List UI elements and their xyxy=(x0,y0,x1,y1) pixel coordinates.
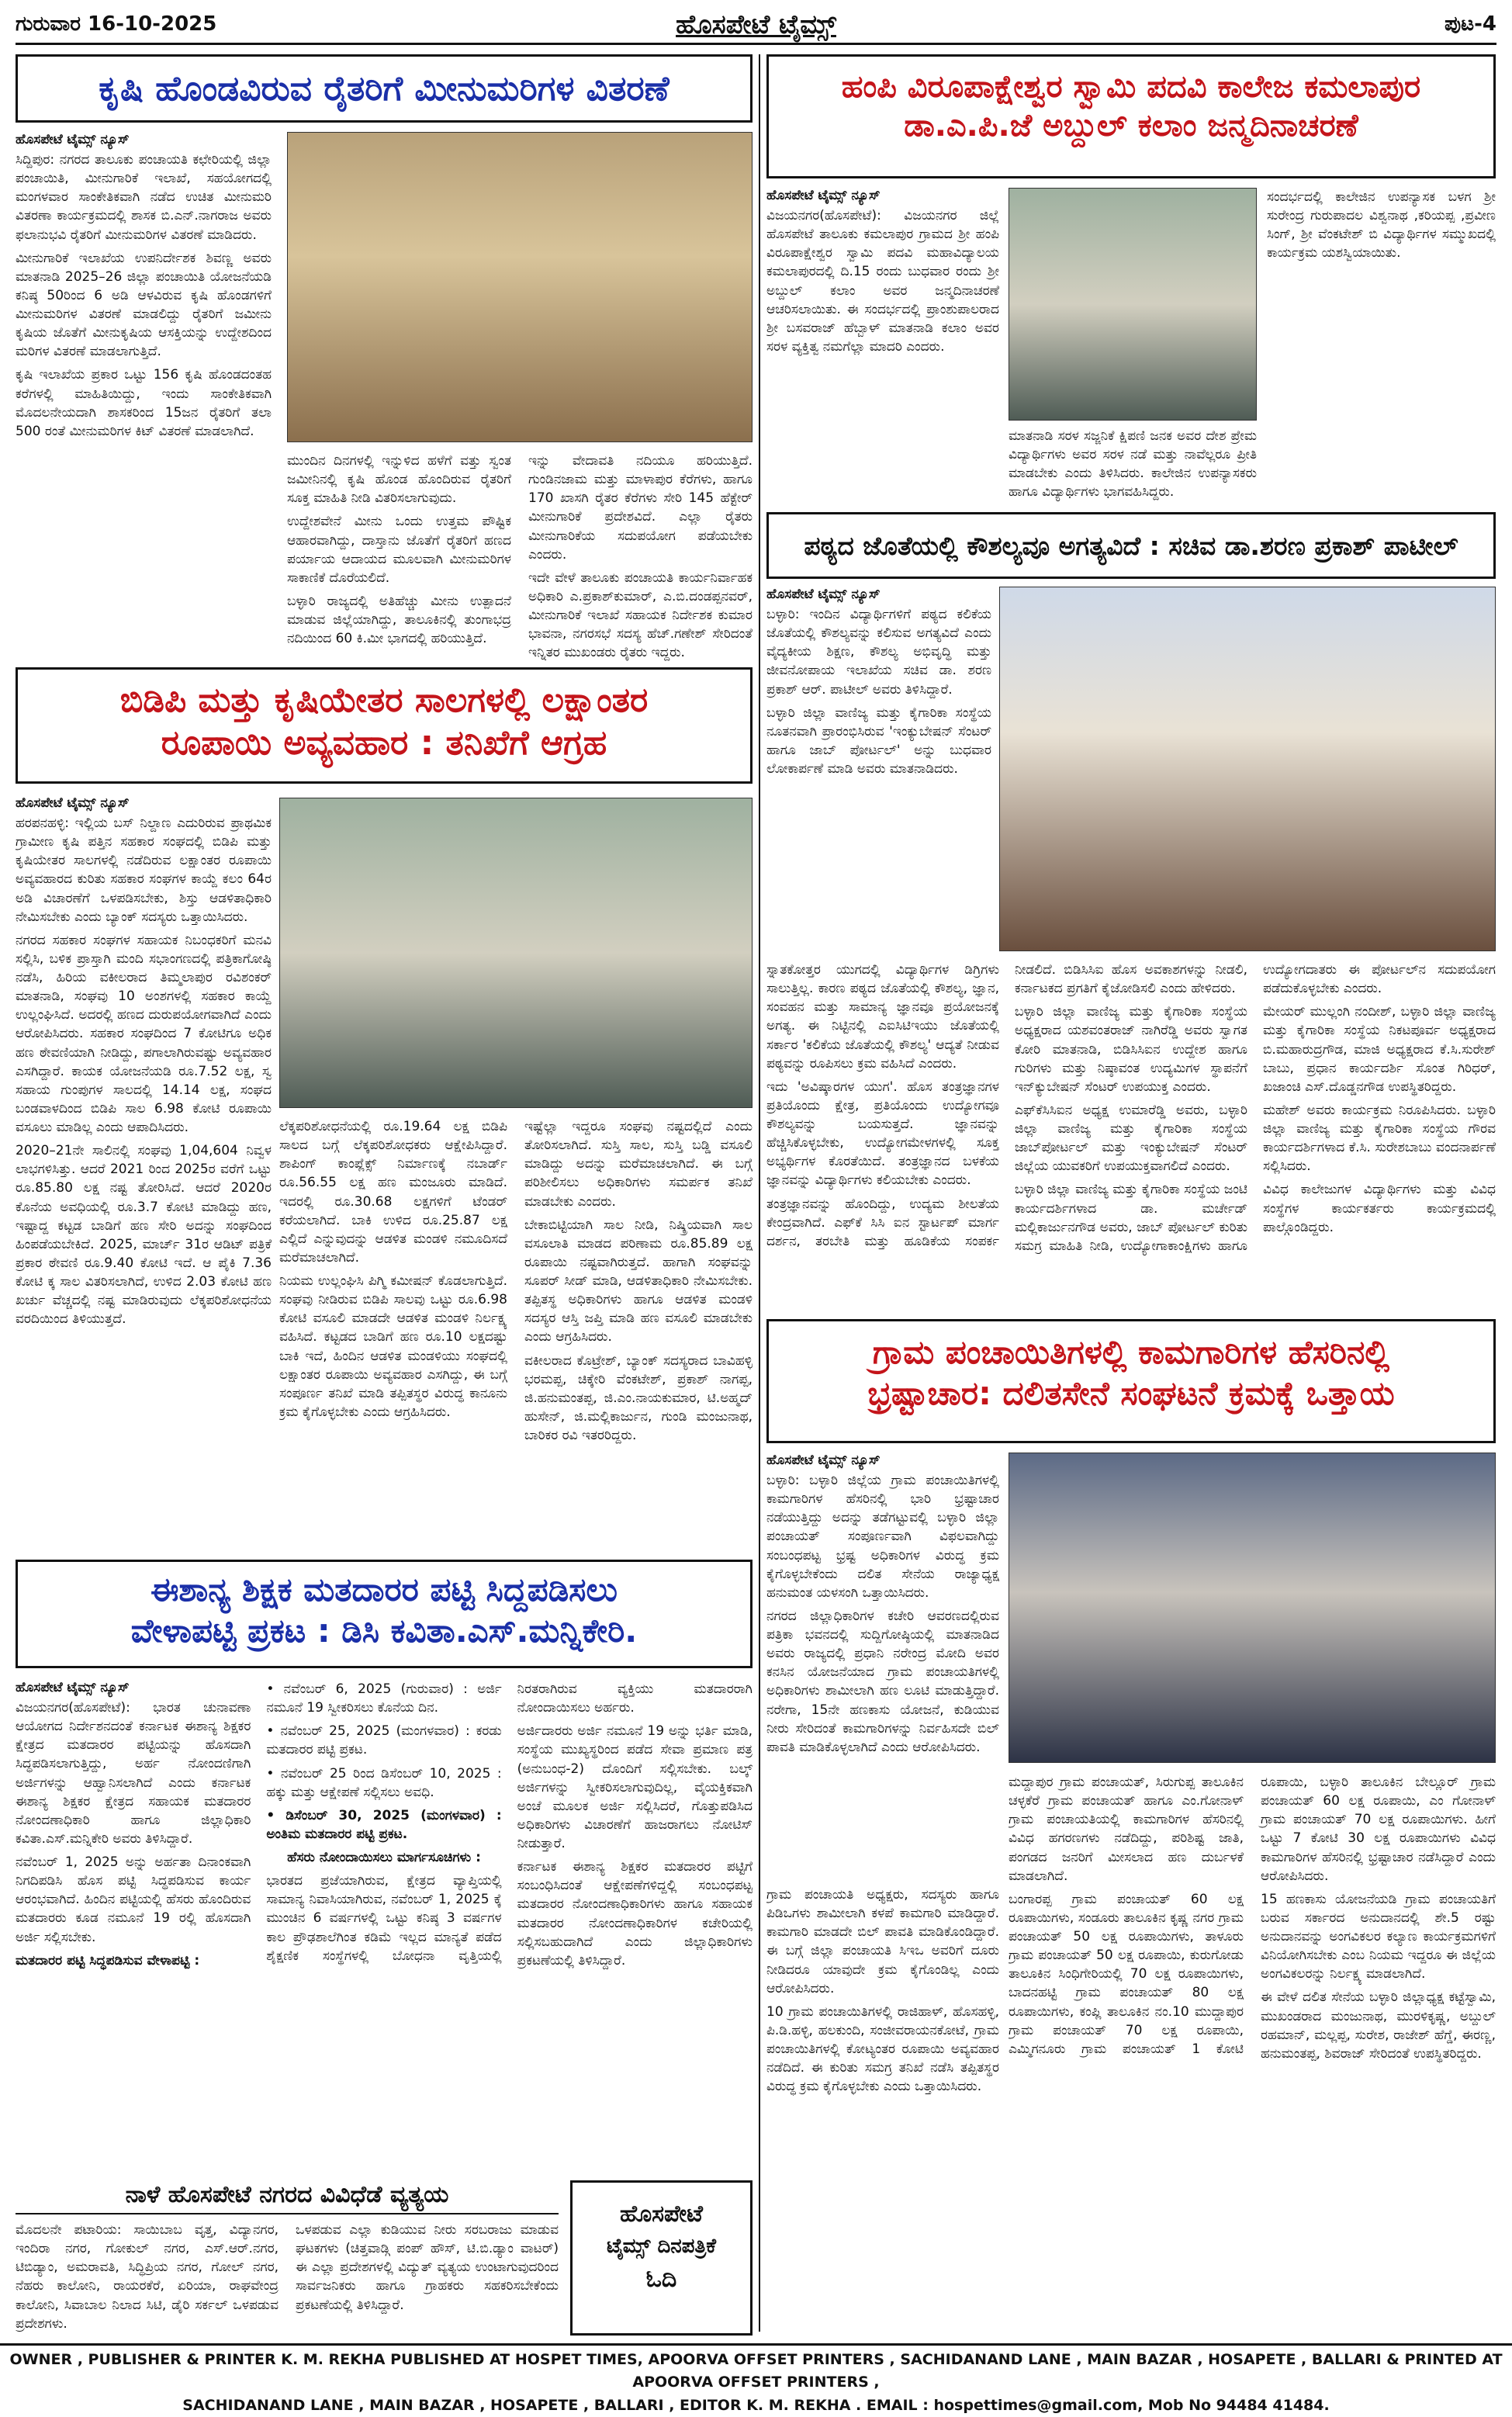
article-paragraph: ಹರಪನಹಳ್ಳಿ: ಇಲ್ಲಿಯ ಬಸ್ ನಿಲ್ದಾಣ ಎದುರಿರುವ ಪ್ರಾಥಮಿಕ ಗ್ರಾಮೀಣ ಕೃಷಿ ಪತ್ತಿನ ಸಹಕಾರ ಸಂಘದಲ್ಲಿ ಬಿಡಿಪಿ ಮತ್ತು ಕೃಷಿಯೇತರ ಸಾಲಗಳಲ್ಲಿ ನಡೆದಿರುವ ಲಕ್ಷಾಂತರ ರೂಪಾಯಿ ಅವ್ಯವಹಾರದ ಕುರಿತು ಸಹಕಾರ ಸಂಘಗಳ ಕಾಯ್ದೆ ಕಲಂ 64ರ ಅಡಿ ವಿಚಾರಣೆಗೆ ಒಳಪಡಿಸಬೇಕು, ಶಿಸ್ತು ಆಡಳಿತಾಧಿಕಾರಿ ನೇಮಿಸಬೇಕು ಎಂದು ಬ್ಯಾಂಕ್ ಸದಸ್ಯರು ಒತ್ತಾಯಿಸಿದರು. xyxy=(16,815,272,925)
headline-line: ಡಾ.ಎ.ಪಿ.ಜೆ ಅಬ್ದುಲ್ ಕಲಾಂ ಜನ್ಮದಿನಾಚರಣೆ xyxy=(904,108,1358,144)
schedule-title: ಮತದಾರರ ಪಟ್ಟಿ ಸಿದ್ಧಪಡಿಸುವ ವೇಳಾಪಟ್ಟಿ : xyxy=(16,1952,200,1969)
promo-line: ಹೊಸಪೇಟೆ xyxy=(620,2201,703,2228)
article-kalam-birthday xyxy=(766,54,1496,512)
imprint-footer xyxy=(0,2343,1512,2414)
article-byline: ಹೊಸಪೇಟೆ ಟೈಮ್ಸ್ ನ್ಯೂಸ್ xyxy=(16,132,130,147)
article-voter-list xyxy=(16,1560,753,2173)
article-body-continued xyxy=(1009,427,1257,511)
article-photo xyxy=(1009,188,1257,421)
article-paragraph: ಬಂಗಾರಪ್ಪ ಗ್ರಾಮ ಪಂಚಾಯತ್ 60 ಲಕ್ಷ ರೂಪಾಯಿಗಳು, ಸಂಡೂರು ತಾಲೂಕಿನ ಕೃಷ್ಣ ನಗರ ಗ್ರಾಮ ಪಂಚಾಯತ್ 50 ಲಕ್ಷ ರೂಪಾಯಿಗಳು, ತಾಳೂರು ಗ್ರಾಮ ಪಂಚಾಯತ್ 50 ಲಕ್ಷ ರೂಪಾಯಿ, ಕುರುಗೋಡು ತಾಲೂಕಿನ ಸಿಂಧಿಗೇರಿಯಲ್ಲಿ 70 ಲಕ್ಷ ರೂಪಾಯಿಗಳು, ಬಾದನಹಟ್ಟಿ ಗ್ರಾಮ ಪಂಚಾಯತ್ 80 ಲಕ್ಷ ರೂಪಾಯಿಗಳು, ಕಂಪ್ಲಿ ತಾಲೂಕಿನ ನಂ.10 ಮುದ್ದಾಪುರ ಗ್ರಾಮ ಪಂಚಾಯತ್ 70 ಲಕ್ಷ ರೂಪಾಯಿ, ಎಮ್ಮಿಗನೂರು ಗ್ರಾಮ ಪಂಚಾಯತ್ 1 ಕೋಟಿ ರೂಪಾಯಿ, ಬಳ್ಳಾರಿ ತಾಲೂಕಿನ ಬೇಲ್ಲೂರ್ ಗ್ರಾಮ ಪಂಚಾಯತ್ 60 ಲಕ್ಷ ರೂಪಾಯಿ, ಎಂ ಗೋನಾಳ್ ಗ್ರಾಮ ಪಂಚಾಯತ್ 70 ಲಕ್ಷ ರೂಪಾಯಿಗಳು. ಹೀಗೆ ಒಟ್ಟು 7 ಕೋಟಿ 30 ಲಕ್ಷ ರೂಪಾಯಿಗಳು ವಿವಿಧ ಕಾಮಗಾರಿಗಳ ಹೆಸರಿನಲ್ಲಿ ಭ್ರಷ್ಟಾಚಾರ ನಡೆಸಿದ್ದಾರೆ ಎಂದು ಆರೋಪಿಸಿದರು. xyxy=(1009,1775,1496,2057)
article-skill-development xyxy=(766,512,1496,1311)
article-paragraph: ಬೇಕಾಬಿಟ್ಟಿಯಾಗಿ ಸಾಲ ನೀಡಿ, ನಿಷ್ಕ್ರಿಯವಾಗಿ ಸಾಲ ವಸೂಲಾತಿ ಮಾಡದ ಪರಿಣಾಮ ರೂ.85.89 ಲಕ್ಷ ರೂಪಾಯಿ ನಷ್ಟವಾಗಿರುತ್ತದೆ. ಹಾಗಾಗಿ ಸಂಘವನ್ನು ಸೂಪರ್ ಸೀಡ್ ಮಾಡಿ, ಆಡಳಿತಾಧಿಕಾರಿ ನೇಮಿಸಬೇಕು. ತಪ್ಪಿತಸ್ಥ ಅಧಿಕಾರಿಗಳು ಹಾಗೂ ಆಡಳಿತ ಮಂಡಳಿ ಸದಸ್ಯರ ಆಸ್ತಿ ಜಪ್ತಿ ಮಾಡಿ ಹಣ ವಸೂಲಿ ಮಾಡಬೇಕು ಎಂದು ಆಗ್ರಹಿಸಿದರು. xyxy=(524,1217,753,1345)
article-paragraph: ಇದು 'ಅವಿಷ್ಕಾರಗಳ ಯುಗ'. ಹೊಸ ತಂತ್ರಜ್ಞಾನಗಳ ಪ್ರತಿಯೊಂದು ಕ್ಷೇತ್ರ, ಪ್ರತಿಯೊಂದು ಉದ್ಯೋಗವೂ ಕೌಶಲ್ಯವನ್ನು ಬಯಸುತ್ತದೆ. ಜ್ಞಾನವನ್ನು ಹೆಚ್ಚಿಸಿಕೊಳ್ಳಬೇಕು, ಉದ್ಯೋಗಮೇಳಗಳಲ್ಲಿ ಸೂಕ್ತ ಅಭ್ಯರ್ಥಿಗಳ ಕೊರತೆಯಿದೆ. ತಂತ್ರಜ್ಞಾನದ ಬಳಕೆಯ ಜ್ಞಾನವನ್ನು ವಿದ್ಯಾರ್ಥಿಗಳು ಕಲಿಯಬೇಕು ಎಂದರು. xyxy=(766,1079,999,1189)
imprint-line: OWNER , PUBLISHER & PRINTER K. M. REKHA PUBLISHED AT HOSPET TIMES, APOORVA OFFSET PRINTERS , SACHIDANAND LANE , MAIN BAZAR , HOSAPETE , BALLARI & PRINTED AT APOORVA OFFSET PRINTERS , xyxy=(9,2351,1503,2391)
article-byline: ಹೊಸಪೇಟೆ ಟೈಮ್ಸ್ ನ್ಯೂಸ್ xyxy=(16,795,130,811)
article-body-lead xyxy=(766,587,991,951)
schedule-item: • ನವೆಂಬರ್ 6, 2025 (ಗುರುವಾರ) : ಅರ್ಜಿ ನಮೂನೆ 19 ಸ್ವೀಕರಿಸಲು ಕೊನೆಯ ದಿನ. xyxy=(266,1681,502,1716)
article-paragraph: ಒಳಪಡುವ ಎಲ್ಲಾ ಕುಡಿಯುವ ನೀರು ಸರಬರಾಜು ಮಾಡುವ ಘಟಕಗಳು (ಚಿತ್ತವಾಡ್ಗಿ ಪಂಪ್ ಹೌಸ್, ಟಿ.ಬಿ.ಡ್ಯಾಂ ವಾಟರ್) ಈ ಎಲ್ಲಾ ಪ್ರದೇಶಗಳಲ್ಲಿ ವಿದ್ಯುತ್ ವ್ಯತ್ಯಯ ಉಂಟಾಗುವುದರಿಂದ ಸಾರ್ವಜನಿಕರು ಹಾಗೂ ಗ್ರಾಹಕರು ಸಹಕರಿಸಬೇಕೆಂದು ಪ್ರಕಟಣೆಯಲ್ಲಿ ತಿಳಿಸಿದ್ದಾರೆ. xyxy=(296,2222,559,2313)
article-paragraph: ಸ್ನಾತಕೋತ್ತರ ಯುಗದಲ್ಲಿ ವಿದ್ಯಾರ್ಥಿಗಳ ಡಿಗ್ರಿಗಳು ಸಾಲುತ್ತಿಲ್ಲ. ಕಾರಣ ಪಠ್ಯದ ಜೊತೆಯಲ್ಲಿ ಕೌಶಲ್ಯ, ಜ್ಞಾನ, ಸಂವಹನ ಮತ್ತು ಸಾಮಾನ್ಯ ಜ್ಞಾನವೂ ಪ್ರಯೋಜನಕ್ಕೆ ಅಗತ್ಯ. ಈ ನಿಟ್ಟಿನಲ್ಲಿ ಎಐಸಿಟಿಇಯು ಜೊತೆಯಲ್ಲಿ ಸರ್ಕಾರ 'ಕಲಿಕೆಯ ಜೊತೆಯಲ್ಲಿ ಕೌಶಲ್ಯ' ಆದ್ಯತೆ ನೀಡುವ ಪಠ್ಯವನ್ನು ರೂಪಿಸಲು ಕ್ರಮ ವಹಿಸಿದೆ ಎಂದರು. xyxy=(766,962,999,1072)
article-paragraph: ಬಳ್ಳಾರಿ: ಬಳ್ಳಾರಿ ಜಿಲ್ಲೆಯ ಗ್ರಾಮ ಪಂಚಾಯಿತಿಗಳಲ್ಲಿ ಕಾಮಗಾರಿಗಳ ಹೆಸರಿನಲ್ಲಿ ಭಾರಿ ಭ್ರಷ್ಟಾಚಾರ ನಡೆಯುತ್ತಿದ್ದು ಅದನ್ನು ತಡೆಗಟ್ಟುವಲ್ಲಿ ಬಳ್ಳಾರಿ ಜಿಲ್ಲಾ ಪಂಚಾಯತ್ ಸಂಪೂರ್ಣವಾಗಿ ವಿಫಲವಾಗಿದ್ದು ಸಂಬಂಧಪಟ್ಟ ಭ್ರಷ್ಟ ಅಧಿಕಾರಿಗಳ ವಿರುದ್ಧ ಕ್ರಮ ಕೈಗೊಳ್ಳಬೇಕೆಂದು ದಲಿತ ಸೇನೆಯ ರಾಜ್ಯಾಧ್ಯಕ್ಷ ಹನುಮಂತ ಯಳಸಂಗಿ ಒತ್ತಾಯಿಸಿದರು. xyxy=(766,1473,999,1601)
article-paragraph: ಸಿದ್ದಿಪುರ: ನಗರದ ತಾಲೂಕು ಪಂಚಾಯತಿ ಕಛೇರಿಯಲ್ಲಿ ಜಿಲ್ಲಾ ಪಂಚಾಯಿತಿ, ಮೀನುಗಾರಿಕೆ ಇಲಾಖೆ, ಸಹಯೋಗದಲ್ಲಿ ಮಂಗಳವಾರ ಸಾಂಕೇತಿಕವಾಗಿ ನಡೆದ ಉಚಿತ ಮೀನುಮರಿ ವಿತರಣಾ ಕಾರ್ಯಕ್ರಮದಲ್ಲಿ ಶಾಸಕ ಬಿ.ಎನ್.ನಾಗರಾಜ ಅವರು ಫಲಾನುಭವಿ ರೈತರಿಗೆ ಮೀನುಮರಿಗಳ ವಿತರಣೆ ಮಾಡಿದರು. xyxy=(16,152,272,243)
article-paragraph: ಇನ್ನು ವೇದಾವತಿ ನದಿಯೂ ಹರಿಯುತ್ತಿದೆ. ಗುಂಡಿನಜಾಮ ಮತ್ತು ಮಾಳಾಪುರ ಕೆರೆಗಳು, ಹಾಗೂ 170 ಖಾಸಗಿ ರೈತರ ಕೆರೆಗಳು ಸೇರಿ 145 ಹೆಕ್ಟೇರ್ ಮೀನುಗಾರಿಕೆ ಪ್ರದೇಶವಿದೆ. ಎಲ್ಲಾ ರೈತರು ಮೀನುಗಾರಿಕೆಯ ಸದುಪಯೋಗ ಪಡೆಯಬೇಕು ಎಂದರು. xyxy=(528,453,753,563)
article-water-supply xyxy=(16,2180,559,2336)
article-paragraph: ವಿಜಯನಗರ(ಹೊಸಪೇಟೆ): ಭಾರತ ಚುನಾವಣಾ ಆಯೋಗದ ನಿರ್ದೇಶನದಂತೆ ಕರ್ನಾಟಕ ಈಶಾನ್ಯ ಶಿಕ್ಷಕರ ಕ್ಷೇತ್ರದ ಮತದಾರರ ಪಟ್ಟಿಯನ್ನು ಹೊಸದಾಗಿ ಸಿದ್ಧಪಡಿಸಲಾಗುತ್ತಿದ್ದು, ಅರ್ಹ ನೋಂದಣಿಗಾಗಿ ಅರ್ಜಿಗಳನ್ನು ಆಹ್ವಾನಿಸಲಾಗಿದೆ ಎಂದು ಕರ್ನಾಟಕ ಈಶಾನ್ಯ ಶಿಕ್ಷಕರ ಕ್ಷೇತ್ರದ ಸಹಾಯಕ ಮತದಾರರ ನೋಂದಣಾಧಿಕಾರಿ ಹಾಗೂ ಜಿಲ್ಲಾಧಿಕಾರಿ ಕವಿತಾ.ಎಸ್.ಮನ್ನಿಕೇರಿ ಅವರು ತಿಳಿಸಿದ್ದಾರೆ. xyxy=(16,1700,251,1847)
headline-line: ರೂಪಾಯಿ ಅವ್ಯವಹಾರ : ತನಿಖೆಗೆ ಆಗ್ರಹ xyxy=(161,723,607,763)
article-paragraph: ನವೆಂಬರ್ 1, 2025 ಅನ್ನು ಅರ್ಹತಾ ದಿನಾಂಕವಾಗಿ ನಿಗದಿಪಡಿಸಿ ಹೊಸ ಪಟ್ಟಿ ಸಿದ್ಧಪಡಿಸುವ ಕಾರ್ಯ ಆರಂಭವಾಗಿದೆ. ಹಿಂದಿನ ಪಟ್ಟಿಯಲ್ಲಿ ಹೆಸರು ಹೊಂದಿರುವ ಮತದಾರರು ಕೂಡ ನಮೂನೆ 19 ರಲ್ಲಿ ಹೊಸದಾಗಿ ಅರ್ಜಿ ಸಲ್ಲಿಸಬೇಕು. xyxy=(16,1854,251,1945)
promo-line: ಓದಿ xyxy=(645,2266,677,2293)
article-body-lead xyxy=(16,132,272,675)
article-paragraph: ಬಳ್ಳಾರಿ ಜಿಲ್ಲಾ ವಾಣಿಜ್ಯ ಮತ್ತು ಕೈಗಾರಿಕಾ ಸಂಸ್ಥೆಯ ಅಧ್ಯಕ್ಷರಾದ ಯಶವಂತರಾಜ್ ನಾಗಿರೆಡ್ಡಿ ಅವರು ಸ್ವಾಗತ ಕೋರಿ ಮಾತನಾಡಿ, ಬಿಡಿಸಿಸಿಐನ ಉದ್ದೇಶ ಹಾಗೂ ಗುರಿಗಳು ಮತ್ತು ನಿಷ್ಠಾವಂತ ಉದ್ಯಮಿಗಳ ಸ್ಥಾಪನೆಗೆ ಇನ್‌ಕ್ಯುಬೇಷನ್ ಸೆಂಟರ್ ಉಪಯುಕ್ತ ಎಂದರು. xyxy=(1015,1004,1247,1095)
article-headline: ಕೃಷಿ ಹೊಂಡವಿರುವ ರೈತರಿಗೆ ಮೀನುಮರಿಗಳ ವಿತರಣೆ xyxy=(16,54,753,123)
article-paragraph: 15 ಹಣಕಾಸು ಯೋಜನೆಯಡಿ ಗ್ರಾಮ ಪಂಚಾಯತಿಗೆ ಬರುವ ಸರ್ಕಾರದ ಅನುದಾನದಲ್ಲಿ ಶೇ.5 ರಷ್ಟು ಅನುದಾನವನ್ನು ಅಂಗವಿಕಲರ ಕಲ್ಯಾಣ ಕಾರ್ಯಕ್ರಮಗಳಿಗೆ ವಿನಿಯೋಗಿಸಬೇಕು ಎಂಬ ನಿಯಮ ಇದ್ದರೂ ಈ ಜಿಲ್ಲೆಯ ಅಂಗವಿಕಲರನ್ನು ನಿರ್ಲಕ್ಷ್ಯ ಮಾಡಲಾಗಿದೆ. xyxy=(1261,1891,1496,1982)
headline-line: ಭ್ರಷ್ಟಾಚಾರ: ದಲಿತಸೇನೆ ಸಂಘಟನೆ ಕ್ರಮಕ್ಕೆ ಒತ್ತಾಯ xyxy=(867,1373,1395,1412)
issue-date: ಗುರುವಾರ 16-10-2025 xyxy=(16,12,217,36)
newspaper-title: ಹೊಸಪೇಟೆ ಟೈಮ್ಸ್ xyxy=(676,9,836,40)
article-paragraph: ವಿಜಯನಗರ(ಹೊಸಪೇಟೆ): ವಿಜಯನಗರ ಜಿಲ್ಲೆ ಹೊಸಪೇಟೆ ತಾಲೂಕು ಕಮಲಾಪುರ ಗ್ರಾಮದ ಶ್ರೀ ಹಂಪಿ ವಿರೂಪಾಕ್ಷೇಶ್ವರ ಸ್ವಾಮಿ ಪದವಿ ಮಹಾವಿದ್ಯಾಲಯ ಕಮಲಾಪುರದಲ್ಲಿ ದಿ.15 ರಂದು ಬುಧವಾರ ರಂದು ಶ್ರೀ ಅಬ್ದುಲ್ ಕಲಾಂ ಅವರ ಜನ್ಮದಿನಾಚರಣೆ ಆಚರಿಸಲಾಯಿತು. ಈ ಸಂದರ್ಭದಲ್ಲಿ ಪ್ರಾಂಶುಪಾಲರಾದ ಶ್ರೀ ಬಸವರಾಜ್ ಹೆಬ್ಬಾಳ್ ಮಾತನಾಡಿ ಕಲಾಂ ಅವರ ಸರಳ ವ್ಯಕ್ತಿತ್ವ ನಮಗೆಲ್ಲಾ ಮಾದರಿ ಎಂದರು. xyxy=(766,208,999,355)
article-headline: ಪಠ್ಯದ ಜೊತೆಯಲ್ಲಿ ಕೌಶಲ್ಯವೂ ಅಗತ್ಯವಿದೆ : ಸಚಿವ ಡಾ.ಶರಣ ಪ್ರಕಾಶ್ ಪಾಟೀಲ್ xyxy=(766,512,1496,579)
article-body xyxy=(16,2221,559,2333)
article-headline xyxy=(766,54,1496,178)
article-headline: ನಾಳೆ ಹೊಸಪೇಟೆ ನಗರದ ವಿವಿಧೆಡೆ ವ್ಯತ್ಯಯ xyxy=(16,2180,559,2214)
schedule-item: • ನವೆಂಬರ್ 25, 2025 (ಮಂಗಳವಾರ) : ಕರಡು ಮತದಾರರ ಪಟ್ಟಿ ಪ್ರಕಟ. xyxy=(266,1723,502,1758)
article-paragraph: ಕೃಷಿ ಇಲಾಖೆಯ ಪ್ರಕಾರ ಒಟ್ಟು 156 ಕೃಷಿ ಹೊಂಡದಂತಹ ಕರೆಗಳಲ್ಲಿ ಮಾಹಿತಿಯಿದ್ದು, ಇಂದು ಸಾಂಕೇತಿಕವಾಗಿ ಮೊದಲನೇಯದಾಗಿ ಶಾಸಕರಿಂದ 15ಜನ ರೈತರಿಗೆ ತಲಾ 500 ರಂತೆ ಮೀನುಮರಿಗಳ ಕಿಟ್ ವಿತರಣೆ ಮಾಡಲಾಗಿದೆ. xyxy=(16,367,272,439)
article-body-continued xyxy=(1267,188,1496,510)
article-headline xyxy=(766,1319,1496,1443)
article-paragraph: ಬಳ್ಳಾರಿ ರಾಜ್ಯದಲ್ಲಿ ಅತಿಹೆಚ್ಚು ಮೀನು ಉತ್ಪಾದನೆ ಮಾಡುವ ಜಿಲ್ಲೆಯಾಗಿದ್ದು, ತಾಲೂಕಿನಲ್ಲಿ ತುಂಗಾಭದ್ರ ನದಿಯಿಂದ 60 ಕಿ.ಮೀ ಭಾಗದಲ್ಲಿ ಹರಿಯುತ್ತಿದೆ. xyxy=(287,593,511,647)
article-byline: ಹೊಸಪೇಟೆ ಟೈಮ್ಸ್ ನ್ಯೂಸ್ xyxy=(766,188,881,203)
headline-line: ಈಶಾನ್ಯ ಶಿಕ್ಷಕ ಮತದಾರರ ಪಟ್ಟಿ ಸಿದ್ದಪಡಿಸಲು xyxy=(150,1570,618,1608)
article-paragraph: ಈ ವೇಳೆ ದಲಿತ ಸೇನೆಯ ಬಳ್ಳಾರಿ ಜಿಲ್ಲಾಧ್ಯಕ್ಷ ಕಟ್ಟೆಸ್ವಾಮಿ, ಮುಖಂಡರಾದ ಮಂಜುನಾಥ, ಮುರಳಿಕೃಷ್ಣ, ಅಬ್ದುಲ್ ರಹಮಾನ್, ಮಲ್ಲಪ್ಪ, ಸುರೇಶ, ರಾಜೇಶ್ ಹೆಗ್ಡೆ, ಈರಣ್ಣ, ಹನುಮಂತಪ್ಪ, ಶಿವರಾಜ್ ಸೇರಿದಂತೆ ಉಪಸ್ಥಿತರಿದ್ದರು. xyxy=(1261,1989,1496,2062)
article-headline xyxy=(16,667,753,784)
article-paragraph: ಮೇಯರ್ ಮುಲ್ಲಂಗಿ ನಂದೀಶ್, ಬಳ್ಳಾರಿ ಜಿಲ್ಲಾ ವಾಣಿಜ್ಯ ಮತ್ತು ಕೈಗಾರಿಕಾ ಸಂಸ್ಥೆಯ ನಿಕಟಪೂರ್ವ ಅಧ್ಯಕ್ಷರಾದ ಬಿ.ಮಹಾರುದ್ರಗೌಡ, ಮಾಜಿ ಅಧ್ಯಕ್ಷರಾದ ಕೆ.ಸಿ.ಸುರೇಶ್ ಬಾಬು, ಪ್ರಧಾನ ಕಾರ್ಯದರ್ಶಿ ಸೊಂತ ಗಿರಿಧರ್, ಖಜಾಂಚಿ ಎಸ್.ದೊಡ್ಡನಗೌಡ ಉಪಸ್ಥಿತರಿದ್ದರು. xyxy=(1263,1004,1496,1095)
headline-line: ಗ್ರಾಮ ಪಂಚಾಯಿತಿಗಳಲ್ಲಿ ಕಾಮಗಾರಿಗಳ ಹೆಸರಿನಲ್ಲಿ xyxy=(872,1333,1390,1371)
article-paragraph: ಗ್ರಾಮ ಪಂಚಾಯತಿ ಅಧ್ಯಕ್ಷರು, ಸದಸ್ಯರು ಹಾಗೂ ಪಿಡಿಒಗಳು ಶಾಮೀಲಾಗಿ ಕಳಪೆ ಕಾಮಗಾರಿ ಮಾಡಿದ್ದಾರೆ. ಕಾಮಗಾರಿ ಮಾಡದೇ ಬಿಲ್ ಪಾವತಿ ಮಾಡಿಕೊಂಡಿದ್ದಾರೆ. ಈ ಬಗ್ಗೆ ಜಿಲ್ಲಾ ಪಂಚಾಯತಿ ಸಿಇಒ ಅವರಿಗೆ ದೂರು ನೀಡಿದರೂ ಯಾವುದೇ ಕ್ರಮ ಕೈಗೊಂಡಿಲ್ಲ ಎಂದು ಆರೋಪಿಸಿದರು. xyxy=(766,1887,999,1996)
schedule-item: • ಡಿಸೆಂಬರ್ 30, 2025 (ಮಂಗಳವಾರ) : ಅಂತಿಮ ಮತದಾರರ ಪಟ್ಟಿ ಪ್ರಕಟ. xyxy=(266,1807,502,1842)
article-paragraph: 2020–21ನೇ ಸಾಲಿನಲ್ಲಿ ಸಂಘವು 1,04,604 ನಿವ್ವಳ ಲಾಭಗಳಿಸಿತ್ತು. ಆದರೆ 2021 ರಿಂದ 2025ರ ವರೆಗೆ ಒಟ್ಟು ರೂ.85.80 ಲಕ್ಷ ನಷ್ಟ ತೋರಿಸಿದೆ. ಆದರೆ 2020ರ ಕೊನೆಯ ಅವಧಿಯಲ್ಲಿ ರೂ.3.7 ಕೋಟಿ ಮಾಡಿದ್ದು ಹಣ, ಇಷ್ಟಾದ್ದ ಕಟ್ಟಡ ಬಾಡಿಗೆ ಹಣ ಸೇರಿ ಅದನ್ನು ಸಂಘದಿಂದ ಹಿಂಪಡೆಯಬೇಕಿದೆ. 2025, ಮಾರ್ಚ್ 31ರ ಆಡಿಟ್ ಪತ್ರಿಕೆ ಪ್ರಕಾರ ಠೇವಣಿ ರೂ.9.40 ಕೋಟಿ ಇದೆ. ಆ ಪೈಕಿ 7.36 ಕೋಟಿ ಕ್ಕ ಸಾಲ ವಿತರಿಸಲಾಗಿದೆ, ಉಳಿದ 2.03 ಕೋಟಿ ಹಣ ಖರ್ಚು ವೆಚ್ಚದಲ್ಲಿ ನಷ್ಟ ಮಾಡಿರುವುದು ಲೆಕ್ಕಪರಿಶೋಧನೆಯ ವರದಿಯಿಂದ ತಿಳಿಯುತ್ತದೆ. xyxy=(16,1143,272,1328)
article-body xyxy=(16,1680,753,2169)
article-photo xyxy=(287,132,753,442)
article-body-continued xyxy=(287,452,753,677)
article-bdp-loans xyxy=(16,667,753,1552)
article-body-lead xyxy=(16,795,272,1548)
article-paragraph: ಮಹೇಶ್ ಅವರು ಕಾರ್ಯಕ್ರಮ ನಿರೂಪಿಸಿದರು. ಬಳ್ಳಾರಿ ಜಿಲ್ಲಾ ವಾಣಿಜ್ಯ ಮತ್ತು ಕೈಗಾರಿಕಾ ಸಂಸ್ಥೆಯ ಗೌರವ ಕಾರ್ಯದರ್ಶಿಗಳಾದ ಕೆ.ಸಿ. ಸುರೇಶಬಾಬು ವಂದನಾರ್ಪಣೆ ಸಲ್ಲಿಸಿದರು. xyxy=(1263,1102,1496,1175)
article-paragraph: ಮೀನುಗಾರಿಕೆ ಇಲಾಖೆಯ ಉಪನಿರ್ದೇಶಕ ಶಿವಣ್ಣ ಅವರು ಮಾತನಾಡಿ 2025–26 ಜಿಲ್ಲಾ ಪಂಚಾಯಿತಿ ಯೋಜನೆಯಡಿ ಕನಿಷ್ಠ 50ರಿಂದ 6 ಅಡಿ ಆಳವಿರುವ ಕೃಷಿ ಹೊಂಡಗಳಿಗೆ ಮೀನುಮರಿಗಳ ವಿತರಣೆ ಮಾಡಲಿದ್ದು ರೈತರಿಗೆ ಜಮೀನು ಕೃಷಿಯ ಜೊತೆಗೆ ಮೀನುಕೃಷಿಯ ಆಸಕ್ತಿಯನ್ನು ಉದ್ದೇಶದಿಂದ ಮರಿಗಳ ವಿತರಣೆ ಮಾಡಲಾಗುತ್ತಿದೆ. xyxy=(16,250,272,360)
article-paragraph: ಸಂದರ್ಭದಲ್ಲಿ ಕಾಲೇಜಿನ ಉಪನ್ಯಾಸಕ ಬಳಗ ಶ್ರೀ ಸುರೇಂದ್ರ ಗುರುಪಾದಲ ವಿಶ್ವನಾಥ ,ಕರಿಯಪ್ಪ ,ಪ್ರವೀಣ ಸಿಂಗ್, ಶ್ರೀ ವೆಂಕಟೇಶ್ ಬಿ ವಿದ್ಯಾರ್ಥಿಗಳ ಸಮ್ಮುಖದಲ್ಲಿ ಕಾರ್ಯಕ್ರಮ ಯಶಸ್ವಿಯಾಯಿತು. xyxy=(1267,189,1496,261)
page-number: ಪುಟ-4 xyxy=(1444,12,1496,36)
article-byline: ಹೊಸಪೇಟೆ ಟೈಮ್ಸ್ ನ್ಯೂಸ್ xyxy=(766,1453,881,1468)
article-body-continued xyxy=(279,1117,753,1552)
article-body-continued xyxy=(1009,1773,1496,2332)
article-paragraph: ಬಳ್ಳಾರಿ ಜಿಲ್ಲಾ ವಾಣಿಜ್ಯ ಮತ್ತು ಕೈಗಾರಿಕಾ ಸಂಸ್ಥೆಯ ನೂತನವಾಗಿ ಪ್ರಾರಂಭಿಸಿರುವ 'ಇಂಕ್ಯುಬೇಷನ್ ಸೆಂಟರ್ ಹಾಗೂ ಜಾಬ್ ಪೋರ್ಟಲ್' ಅನ್ನು ಬುಧವಾರ ಲೋಕಾರ್ಪಣೆ ಮಾಡಿ ಅವರು ಮಾತನಾಡಿದರು. xyxy=(766,705,991,777)
article-body-lead xyxy=(766,188,999,510)
promo-box xyxy=(570,2180,753,2336)
article-panchayat-corruption xyxy=(766,1319,1496,2336)
article-photo xyxy=(999,587,1496,951)
article-paragraph: ಲೆಕ್ಕಪರಿಶೋಧನೆಯಲ್ಲಿ ರೂ.19.64 ಲಕ್ಷ ಬಿಡಿಪಿ ಸಾಲದ ಬಗ್ಗೆ ಲೆಕ್ಕಪರಿಶೋಧಕರು ಆಕ್ಷೇಪಿಸಿದ್ದಾರೆ. ಶಾಪಿಂಗ್ ಕಾಂಪ್ಲೆಕ್ಸ್ ನಿರ್ಮಾಣಕ್ಕೆ ನಬಾರ್ಡ್ ರೂ.56.55 ಲಕ್ಷ ಹಣ ಮಂಜೂರು ಮಾಡಿದೆ. ಇದರಲ್ಲಿ ರೂ.30.68 ಲಕ್ಷಗಳಿಗೆ ಟೆಂಡರ್ ಕರೆಯಲಾಗಿದೆ. ಬಾಕಿ ಉಳಿದ ರೂ.25.87 ಲಕ್ಷ ಎಲ್ಲಿದೆ ಎನ್ನುವುದನ್ನು ಆಡಳಿತ ಮಂಡಳಿ ನಮೂದಿಸದೆ ಮರೆಮಾಚಲಾಗಿದೆ. xyxy=(279,1119,507,1266)
schedule-item: • ನವೆಂಬರ್ 25 ರಿಂದ ಡಿಸೆಂಬರ್ 10, 2025 : ಹಕ್ಕು ಮತ್ತು ಆಕ್ಷೇಪಣೆ ಸಲ್ಲಿಸಲು ಅವಧಿ. xyxy=(266,1765,502,1800)
article-byline: ಹೊಸಪೇಟೆ ಟೈಮ್ಸ್ ನ್ಯೂಸ್ xyxy=(16,1680,130,1695)
article-paragraph: ಭಾರತದ ಪ್ರಜೆಯಾಗಿರುವ, ಕ್ಷೇತ್ರದ ವ್ಯಾಪ್ತಿಯಲ್ಲಿ ಸಾಮಾನ್ಯ ನಿವಾಸಿಯಾಗಿರುವ, ನವೆಂಬರ್ 1, 2025 ಕ್ಕೆ ಮುಂಚಿನ 6 ವರ್ಷಗಳಲ್ಲಿ ಒಟ್ಟು ಕನಿಷ್ಠ 3 ವರ್ಷಗಳ ಕಾಲ ಪ್ರೌಢಶಾಲೆಗಿಂತ ಕಡಿಮೆ ಇಲ್ಲದ ಮಾನ್ಯತೆ ಪಡೆದ ಶೈಕ್ಷಣಿಕ ಸಂಸ್ಥೆಗಳಲ್ಲಿ ಬೋಧನಾ ವೃತ್ತಿಯಲ್ಲಿ ನಿರತರಾಗಿರುವ ವ್ಯಕ್ತಿಯು ಮತದಾರರಾಗಿ ನೋಂದಾಯಿಸಲು ಅರ್ಹರು. xyxy=(266,1681,753,1964)
article-body-continued xyxy=(766,1885,999,2332)
article-paragraph: ಕರ್ನಾಟಕ ಈಶಾನ್ಯ ಶಿಕ್ಷಕರ ಮತದಾರರ ಪಟ್ಟಿಗೆ ಸಂಬಂಧಿಸಿದಂತೆ ಆಕ್ಷೇಪಣೆಗಳಿದ್ದಲ್ಲಿ ಸಂಬಂಧಪಟ್ಟ ಮತದಾರರ ನೋಂದಣಾಧಿಕಾರಿಗಳು ಹಾಗೂ ಸಹಾಯಕ ಮತದಾರರ ನೋಂದಣಾಧಿಕಾರಿಗಳ ಕಚೇರಿಯಲ್ಲಿ ಸಲ್ಲಿಸಬಹುದಾಗಿದೆ ಎಂದು ಜಿಲ್ಲಾಧಿಕಾರಿಗಳು ಪ್ರಕಟಣೆಯಲ್ಲಿ ತಿಳಿಸಿದ್ದಾರೆ. xyxy=(517,1859,753,1969)
article-paragraph: 10 ಗ್ರಾಮ ಪಂಚಾಯಿತಿಗಳಲ್ಲಿ ರಾಜಿಹಾಳ್, ಹೊಸಹಳ್ಳಿ, ಪಿ.ಡಿ.ಹಳ್ಳಿ, ಹಲಕುಂದಿ, ಸಂಜೀವರಾಯನಕೋಟೆ, ಗ್ರಾಮ ಪಂಚಾಯಿತಿಗಳಲ್ಲಿ ಕೋಟ್ಯಂತರ ರೂಪಾಯಿ ಅವ್ಯವಹಾರ ನಡೆದಿದೆ. ಈ ಕುರಿತು ಸಮಗ್ರ ತನಿಖೆ ನಡೆಸಿ ತಪ್ಪಿತಸ್ಥರ ವಿರುದ್ಧ ಕ್ರಮ ಕೈಗೊಳ್ಳಬೇಕು ಎಂದು ಒತ್ತಾಯಿಸಿದರು. xyxy=(766,2003,999,2095)
article-headline xyxy=(16,1560,753,1668)
article-paragraph: ಅರ್ಜಿದಾರರು ಅರ್ಜಿ ನಮೂನೆ 19 ಅನ್ನು ಭರ್ತಿ ಮಾಡಿ, ಸಂಸ್ಥೆಯ ಮುಖ್ಯಸ್ಥರಿಂದ ಪಡೆದ ಸೇವಾ ಪ್ರಮಾಣ ಪತ್ರ (ಅನುಬಂಧ-2) ದೊಂದಿಗೆ ಸಲ್ಲಿಸಬೇಕು. ಬಲ್ಕ್ ಅರ್ಜಿಗಳನ್ನು ಸ್ವೀಕರಿಸಲಾಗುವುದಿಲ್ಲ, ವೈಯಕ್ತಿಕವಾಗಿ ಅಂಚೆ ಮೂಲಕ ಅರ್ಜಿ ಸಲ್ಲಿಸಿದರೆ, ಗೊತ್ತುಪಡಿಸಿದ ಅಧಿಕಾರಿಗಳು ವಿಚಾರಣೆಗೆ ಹಾಜರಾಗಲು ನೋಟಿಸ್ ನೀಡುತ್ತಾರೆ. xyxy=(517,1723,753,1851)
article-fish xyxy=(16,54,753,681)
article-paragraph: ಇದೇ ವೇಳೆ ತಾಲೂಕು ಪಂಚಾಯತಿ ಕಾರ್ಯನಿರ್ವಾಹಕ ಅಧಿಕಾರಿ ಎ.ಪ್ರಕಾಶ್‌ಕುಮಾರ್, ಎ.ಬಿ.ದಂಡಪ್ಪನವರ್, ಮೀನುಗಾರಿಕೆ ಇಲಾಖೆ ಸಹಾಯಕ ನಿರ್ದೇಶಕ ಕುಮಾರ ಭಾವನಾ, ನಗರಸಭೆ ಸದಸ್ಯ ಹೆಚ್.ಗಣೇಶ್ ಸೇರಿದಂತೆ ಇನ್ನಿತರ ಮುಖಂಡರು ರೈತರು ಇದ್ದರು. xyxy=(528,570,753,661)
imprint-line: SACHIDANAND LANE , MAIN BAZAR , HOSAPETE , BALLARI , EDITOR K. M. REKHA . EMAIL : hospettimes@gmail.com, Mob No 94484 41484. xyxy=(182,2396,1330,2414)
article-paragraph: ತಂತ್ರಜ್ಞಾನವನ್ನು ಹೊಂದಿದ್ದು, ಉದ್ಯಮ ಶೀಲತೆಯ ಕೇಂದ್ರವಾಗಿದೆ. ಎಫ್‌ಕೆ ಸಿಸಿ ಐನ ಸ್ಟಾರ್ಟಪ್ ಮಾರ್ಗ ದರ್ಶನ, ತರಬೇತಿ ಮತ್ತು ಹೂಡಿಕೆಯ ಸಂಪರ್ಕ ನೀಡಲಿದೆ. ಬಿಡಿಸಿಸಿಐ ಹೊಸ ಅವಕಾಶಗಳನ್ನು ನೀಡಲಿ, ಕರ್ನಾಟಕದ ಪ್ರಗತಿಗೆ ಕೈಜೋಡಿಸಲಿ ಎಂದು ಹೇಳಿದರು. xyxy=(766,962,1247,1249)
promo-line: ಟೈಮ್ಸ್ ದಿನಪತ್ರಿಕೆ xyxy=(606,2235,716,2258)
article-paragraph: ವಿವಿಧ ಕಾಲೇಜುಗಳ ವಿದ್ಯಾರ್ಥಿಗಳು ಮತ್ತು ವಿವಿಧ ಸಂಸ್ಥೆಗಳ ಕಾರ್ಯಕರ್ತರು ಕಾರ್ಯಕ್ರಮದಲ್ಲಿ ಪಾಲ್ಗೊಂಡಿದ್ದರು. xyxy=(1263,1182,1496,1235)
article-paragraph: ನಿಯಮ ಉಲ್ಲಂಘಿಸಿ ಪಿಗ್ಮಿ ಕಮೀಷನ್ ಕೊಡಲಾಗುತ್ತಿದೆ. ಸಂಘವು ನೀಡಿರುವ ಬಿಡಿಪಿ ಸಾಲವು ಒಟ್ಟು ರೂ.6.98 ಕೋಟಿ ವಸೂಲಿ ಮಾಡದೇ ಆಡಳಿತ ಮಂಡಳಿ ನಿರ್ಲಕ್ಷ್ಯ ವಹಿಸಿದೆ. ಕಟ್ಟಡದ ಬಾಡಿಗೆ ಹಣ ರೂ.10 ಲಕ್ಷದಷ್ಟು ಬಾಕಿ ಇದೆ, ಹಿಂದಿನ ಆಡಳಿತ ಮಂಡಳಿಯು ಸಂಘದಲ್ಲಿ ಲಕ್ಷಾಂತರ ರೂಪಾಯಿ ಅವ್ಯವಹಾರ ಎಸಗಿದ್ದು, ಈ ಬಗ್ಗೆ ಸಂಪೂರ್ಣ ತನಿಖೆ ಮಾಡಿ ತಪ್ಪಿತಸ್ಥರ ವಿರುದ್ಧ ಕಾನೂನು ಕ್ರಮ ಕೈಗೊಳ್ಳಬೇಕು ಎಂದು ಆಗ್ರಹಿಸಿದರು. xyxy=(279,1273,507,1420)
article-paragraph: ನಗರದ ಸಹಕಾರ ಸಂಘಗಳ ಸಹಾಯಕ ನಿಬಂಧಕರಿಗೆ ಮನವಿ ಸಲ್ಲಿಸಿ, ಬಳಿಕ ಪ್ರಾಸ್ತಾಗಿ ಮಂದಿ ಸಭಾಂಗಣದಲ್ಲಿ ಪತ್ರಿಕಾಗೋಷ್ಠಿ ನಡೆಸಿ, ಹಿರಿಯ ವಕೀಲರಾದ ತಿಮ್ಮಲಾಪುರ ರವಿಶಂಕರ್ ಮಾತನಾಡಿ, ಸಂಘವು 10 ಅಂಶಗಳಲ್ಲಿ ಸಹಕಾರ ಕಾಯ್ದೆ ಉಲ್ಲಂಘಿಸಿದೆ. ಅದರಲ್ಲಿ ಹಣದ ದುರುಪಯೋಗವಾಗಿದೆ ಎಂದು ಆರೋಪಿಸಿದರು. ಸಹಕಾರ ಸಂಘದಿಂದ 7 ಕೋಟಿಗೂ ಅಧಿಕ ಹಣ ಠೇವಣಿಯಾಗಿ ನೀಡಿದ್ದು, ಪಗಾಲಾಗಿರುವಷ್ಟು ಅವ್ಯವಹಾರ ಎಸಗಿದ್ದಾರೆ. ಕಾಯಕ ಯೋಜನೆಯಡಿ ರೂ.7.52 ಲಕ್ಷ, ಸ್ವ ಸಹಾಯ ಗುಂಪುಗಳ ಸಾಲದಲ್ಲಿ 14.14 ಲಕ್ಷ, ಸಂಘದ ಬಂಡವಾಳದಿಂದ ಬಿಡಿಪಿ ಸಾಲ 6.98 ಕೋಟಿ ರೂಪಾಯಿ ವಸೂಲು ಮಾಡಿಲ್ಲ ಎಂದು ಆಪಾದಿಸಿದರು. xyxy=(16,932,272,1135)
article-photo xyxy=(1009,1453,1496,1763)
headline-line: ಹಂಪಿ ವಿರೂಪಾಕ್ಷೇಶ್ವರ ಸ್ವಾಮಿ ಪದವಿ ಕಾಲೇಜ ಕಮಲಾಪುರ xyxy=(841,69,1421,105)
article-body-continued xyxy=(766,961,1496,1310)
article-body-lead xyxy=(766,1453,999,1879)
article-paragraph: ಎಫ್‌ಕೆಸಿಸಿಐನ ಅಧ್ಯಕ್ಷ ಉಮಾರೆಡ್ಡಿ ಅವರು, ಬಳ್ಳಾರಿ ಜಿಲ್ಲಾ ವಾಣಿಜ್ಯ ಮತ್ತು ಕೈಗಾರಿಕಾ ಸಂಸ್ಥೆಯ ಜಾಬ್‌ಪೋರ್ಟಲ್ ಮತ್ತು ಇಂಕ್ಯುಬೇಷನ್ ಸೆಂಟರ್ ಜಿಲ್ಲೆಯ ಯುವಕರಿಗೆ ಉಪಯುಕ್ತವಾಗಲಿದೆ ಎಂದರು. xyxy=(1015,1102,1247,1175)
article-paragraph: ವಕೀಲರಾದ ಕೊಟ್ರೇಶ್, ಬ್ಯಾಂಕ್ ಸದಸ್ಯರಾದ ಬಾವಿಹಳ್ಳಿ ಭರಮಪ್ಪ, ಚಿಕ್ಕೇರಿ ವೆಂಕಟೇಶ್, ಪ್ರಕಾಶ್ ನಾಗಪ್ಪ, ಜಿ.ಹನುಮಂತಪ್ಪ, ಜಿ.ಎಂ.ನಾಯಕುಮಾರ, ಟಿ.ಅಹ್ಮದ್ ಹುಸೇನ್, ಜಿ.ಮಲ್ಲಿಕಾರ್ಜುನ, ಗುಂಡಿ ಮಂಜುನಾಥ, ಬಾರಿಕರ ರವಿ ಇತರರಿದ್ದರು. xyxy=(524,1352,753,1443)
headline-line: ಬಿಡಿಪಿ ಮತ್ತು ಕೃಷಿಯೇತರ ಸಾಲಗಳಲ್ಲಿ ಲಕ್ಷಾಂತರ xyxy=(119,680,649,720)
article-paragraph: ಮೊದಲನೇ ಪಟಾರಿಯ: ಸಾಯಿಬಾಬ ವೃತ್ತ, ವಿದ್ಯಾನಗರ, ಇಂದಿರಾ ನಗರ, ಗೋಕುಲ್ ನಗರ, ಎಸ್.ಆರ್.ನಗರ, ಟಿಬಿಡ್ಯಾಂ, ಅಮರಾವತಿ, ಸಿದ್ಧಿಪ್ರಿಯ ನಗರ, ಗೋಲ್ ನಗರ, ನೆಹರು ಕಾಲೋನಿ, ರಾಯರಕೆರೆ, ಏರಿಯಾ, ರಾಘವೇಂದ್ರ ಕಾಲೋನಿ, ಸಿವಾಬಾಲ ನಿಲಾದ ಸಿಟಿ, ಡೈರಿ ಸರ್ಕಲ್ ಒಳಪಡುವ ಪ್ರದೇಶಗಳು. xyxy=(16,2222,279,2332)
article-paragraph: ಬಳ್ಳಾರಿ: ಇಂದಿನ ವಿದ್ಯಾರ್ಥಿಗಳಿಗೆ ಪಠ್ಯದ ಕಲಿಕೆಯ ಜೊತೆಯಲ್ಲಿ ಕೌಶಲ್ಯವನ್ನು ಕಲಿಸುವ ಅಗತ್ಯವಿದೆ ಎಂದು ವೈದ್ಯಕೀಯ ಶಿಕ್ಷಣ, ಕೌಶಲ್ಯ ಅಭಿವೃದ್ಧಿ ಮತ್ತು ಜೀವನೋಪಾಯ ಇಲಾಖೆಯ ಸಚಿವ ಡಾ. ಶರಣ ಪ್ರಕಾಶ್ ಆರ್. ಪಾಟೀಲ್ ಅವರು ತಿಳಿಸಿದ್ದಾರೆ. xyxy=(766,607,991,698)
headline-line: ವೇಳಾಪಟ್ಟಿ ಪ್ರಕಟ : ಡಿಸಿ ಕವಿತಾ.ಎಸ್.ಮನ್ನಿಕೇರಿ. xyxy=(130,1611,638,1650)
article-paragraph: ಇಷ್ಟೆಲ್ಲಾ ಇದ್ದರೂ ಸಂಘವು ನಷ್ಟದಲ್ಲಿದೆ ಎಂದು ತೋರಿಸಲಾಗಿದೆ. ಸುಸ್ತಿ ಸಾಲ, ಸುಸ್ತಿ ಬಡ್ಡಿ ವಸೂಲಿ ಮಾಡಿದ್ದು ಅದನ್ನು ಮರೆಮಾಚಲಾಗಿದೆ. ಈ ಬಗ್ಗೆ ಪರಿಶೀಲಿಸಲು ಅಧಿಕಾರಿಗಳು ಸಮರ್ಪಕ ತನಿಖೆ ಮಾಡಬೇಕು ಎಂದರು. xyxy=(524,1119,753,1210)
article-paragraph: ಉದ್ದೇಶವೇನೆ ಮೀನು ಒಂದು ಉತ್ತಮ ಪೌಷ್ಟಿಕ ಆಹಾರವಾಗಿದ್ದು, ದಾಸ್ತಾನು ಜೊತೆಗೆ ರೈತರಿಗೆ ಹಣದ ಪರ್ಯಾಯ ಆದಾಯದ ಮೂಲವಾಗಿ ಮೀನುಮರಿಗಳ ಸಾಕಾಣಿಕೆ ದೊರೆಯಲಿದೆ. xyxy=(287,514,511,586)
article-byline: ಹೊಸಪೇಟೆ ಟೈಮ್ಸ್ ನ್ಯೂಸ್ xyxy=(766,587,881,602)
article-paragraph: ಮುಂದಿನ ದಿನಗಳಲ್ಲಿ ಇನ್ನುಳಿದ ಹಳೆಗೆ ವತ್ತು ಸ್ವಂತ ಜಮೀನಿನಲ್ಲಿ ಕೃಷಿ ಹೊಂಡ ಹೊಂದಿರುವ ರೈತರಿಗೆ ಸೂಕ್ತ ಮಾಹಿತಿ ನೀಡಿ ವಿತರಿಸಲಾಗುವುದು. xyxy=(287,453,511,507)
article-paragraph: ಮಾತನಾಡಿ ಸರಳ ಸಜ್ಜನಿಕೆ ಕ್ಷಿಪಣಿ ಜನಕ ಅವರ ದೇಶ ಪ್ರೇಮ ವಿದ್ಯಾರ್ಥಿಗಳು ಅವರ ಸರಳ ನಡೆ ಮತ್ತು ನಾವೆಲ್ಲರೂ ಪ್ರೀತಿ ಮಾಡಬೇಕು ಎಂದು ತಿಳಿಸಿದರು. ಕಾಲೇಜಿನ ಉಪನ್ಯಾಸಕರು ಹಾಗೂ ವಿದ್ಯಾರ್ಥಿಗಳು ಭಾಗವಹಿಸಿದ್ದರು. xyxy=(1009,428,1257,500)
article-paragraph: ಮದ್ದಾಪುರ ಗ್ರಾಮ ಪಂಚಾಯತ್, ಸಿರುಗುಪ್ಪ ತಾಲೂಕಿನ ಚಳ್ಳಕೆರೆ ಗ್ರಾಮ ಪಂಚಾಯತ್ ಹಾಗೂ ಎಂ.ಗೋನಾಳ್ ಗ್ರಾಮ ಪಂಚಾಯತಿಯಲ್ಲಿ ಕಾಮಗಾರಿಗಳ ಹೆಸರಿನಲ್ಲಿ ವಿವಿಧ ಹಗರಣಗಳು ನಡೆದಿದ್ದು, ಪರಿಶಿಷ್ಟ ಜಾತಿ, ಪಂಗಡದ ಜನರಿಗೆ ಮೀಸಲಾದ ಹಣ ದುರ್ಬಳಕೆ ಮಾಡಲಾಗಿದೆ. xyxy=(1009,1775,1244,1884)
masthead xyxy=(16,8,1496,45)
section-subtitle: ಹೆಸರು ನೋಂದಾಯಿಸಲು ಮಾರ್ಗಸೂಚಿಗಳು : xyxy=(287,1850,481,1865)
article-paragraph: ಬಳ್ಳಾರಿ ಜಿಲ್ಲಾ ವಾಣಿಜ್ಯ ಮತ್ತು ಕೈಗಾರಿಕಾ ಸಂಸ್ಥೆಯ ಜಂಟಿ ಕಾರ್ಯದರ್ಶಿಗಳಾದ ಡಾ. ಮರ್ಚೇಡ್ ಮಲ್ಲಿಕಾರ್ಜುನಗೌಡ ಅವರು, ಜಾಬ್ ಪೋರ್ಟಲ್ ಕುರಿತು ಸಮಗ್ರ ಮಾಹಿತಿ ನೀಡಿ, ಉದ್ಯೋಗಾಕಾಂಕ್ಷಿಗಳು ಹಾಗೂ ಉದ್ಯೋಗದಾತರು ಈ ಪೋರ್ಟಲ್‌ನ ಸದುಪಯೋಗ ಪಡೆದುಕೊಳ್ಳಬೇಕು ಎಂದರು. xyxy=(1015,962,1496,1254)
article-paragraph: ನಗರದ ಜಿಲ್ಲಾಧಿಕಾರಿಗಳ ಕಚೇರಿ ಆವರಣದಲ್ಲಿರುವ ಪತ್ರಿಕಾ ಭವನದಲ್ಲಿ ಸುದ್ದಿಗೋಷ್ಠಿಯಲ್ಲಿ ಮಾತನಾಡಿದ ಅವರು ರಾಜ್ಯದಲ್ಲಿ ಪ್ರಧಾನಿ ನರೇಂದ್ರ ಮೋದಿ ಅವರ ಕನಸಿನ ಯೋಜನೆಯಾದ ಗ್ರಾಮ ಪಂಚಾಯತಿಗಳಲ್ಲಿ ಅಧಿಕಾರಿಗಳು ಶಾಮೀಲಾಗಿ ಹಣ ಲೂಟಿ ಮಾಡುತ್ತಿದ್ದಾರೆ. ನರೇಗಾ, 15ನೇ ಹಣಕಾಸು ಯೋಜನೆ, ಕುಡಿಯುವ ನೀರು ಸೇರಿದಂತೆ ಕಾಮಗಾರಿಗಳನ್ನು ನಿರ್ವಹಿಸದೇ ಬಿಲ್ ಪಾವತಿ ಮಾಡಿಕೊಳ್ಳಲಾಗಿದೆ ಎಂದು ಆರೋಪಿಸಿದರು. xyxy=(766,1608,999,1755)
column-divider xyxy=(759,54,760,2332)
article-photo xyxy=(279,798,753,1108)
